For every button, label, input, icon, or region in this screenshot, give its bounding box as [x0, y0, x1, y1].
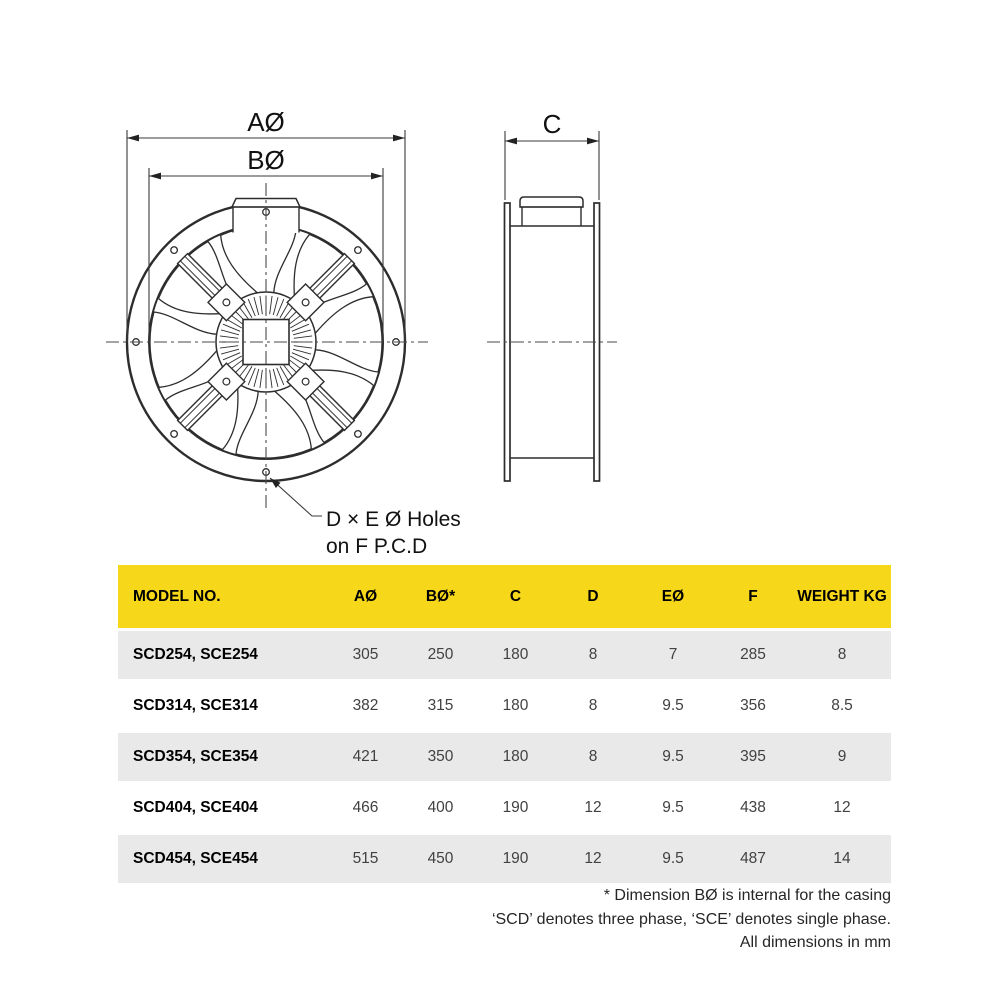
- cell-value: 8: [588, 646, 598, 663]
- cell-value: 190: [502, 850, 529, 867]
- header-weight-kg: WEIGHT KG: [797, 588, 887, 605]
- cell-value: 180: [502, 646, 529, 663]
- cell-value: 8.5: [831, 697, 853, 714]
- cell-value: 450: [427, 850, 454, 867]
- cell-value: 9.5: [662, 799, 684, 816]
- header-c: C: [509, 588, 522, 605]
- table-row: [118, 733, 891, 781]
- cell-value: 487: [740, 850, 766, 867]
- cell-value: 395: [740, 748, 766, 765]
- spec-table: [118, 565, 891, 883]
- table-header-row: [118, 565, 891, 628]
- table-row: [118, 682, 891, 730]
- cell-value: 190: [502, 799, 529, 816]
- cell-value: 7: [668, 646, 678, 663]
- cell-value: 315: [427, 697, 454, 714]
- cell-value: 14: [833, 850, 851, 867]
- table-row: [118, 784, 891, 832]
- header-b-dia: BØ*: [425, 588, 456, 605]
- callout-line1: D × E Ø Holes: [326, 508, 461, 531]
- footnotes: [118, 884, 891, 955]
- header-d: D: [587, 588, 599, 605]
- header-a-dia: AØ: [353, 588, 378, 605]
- cell-value: 8: [837, 646, 847, 663]
- cell-value: 438: [740, 799, 766, 816]
- cell-value: 12: [584, 799, 602, 816]
- cell-model: SCD404, SCE404: [133, 799, 258, 816]
- header-model-no: MODEL NO.: [133, 588, 221, 605]
- terminal-box-side: [520, 197, 583, 226]
- cell-value: 356: [740, 697, 766, 714]
- cell-value: 9.5: [662, 748, 684, 765]
- cell-value: 400: [427, 799, 454, 816]
- cell-value: 305: [352, 646, 379, 663]
- fan-front-view: [106, 107, 461, 558]
- cell-value: 180: [502, 748, 529, 765]
- cell-model: SCD354, SCE354: [133, 748, 258, 765]
- cell-value: 12: [833, 799, 851, 816]
- note-dimensions: All dimensions in mm: [739, 934, 891, 951]
- cell-value: 285: [740, 646, 766, 663]
- note-b-internal: * Dimension BØ is internal for the casing: [603, 887, 891, 904]
- cell-value: 9.5: [662, 697, 684, 714]
- holes-callout: [270, 478, 461, 558]
- cell-value: 9.5: [662, 850, 684, 867]
- callout-line2: on F P.C.D: [326, 535, 428, 558]
- dim-b-label: BØ: [247, 145, 285, 175]
- table-body: [118, 631, 891, 883]
- dim-a-label: AØ: [247, 107, 285, 137]
- dimension-c: [505, 109, 599, 200]
- note-phase: ‘SCD’ denotes three phase, ‘SCE’ denotes single phase.: [491, 910, 891, 928]
- cell-value: 9: [837, 748, 847, 765]
- cell-value: 8: [588, 697, 598, 714]
- table-row: [118, 631, 891, 679]
- cell-value: 421: [352, 748, 379, 765]
- cell-model: SCD314, SCE314: [133, 697, 258, 714]
- cell-value: 250: [427, 646, 454, 663]
- table-row: [118, 835, 891, 883]
- fan-side-view: [487, 109, 617, 481]
- dim-c-label: C: [542, 109, 562, 139]
- cell-value: 350: [427, 748, 454, 765]
- header-e-dia: EØ: [661, 588, 685, 605]
- header-f: F: [748, 588, 758, 605]
- cell-value: 515: [352, 850, 379, 867]
- cell-value: 466: [352, 799, 379, 816]
- cell-value: 12: [584, 850, 602, 867]
- cell-value: 180: [502, 697, 529, 714]
- cell-model: SCD454, SCE454: [133, 850, 258, 867]
- cell-value: 382: [352, 697, 379, 714]
- cell-value: 8: [588, 748, 598, 765]
- cell-model: SCD254, SCE254: [133, 646, 258, 663]
